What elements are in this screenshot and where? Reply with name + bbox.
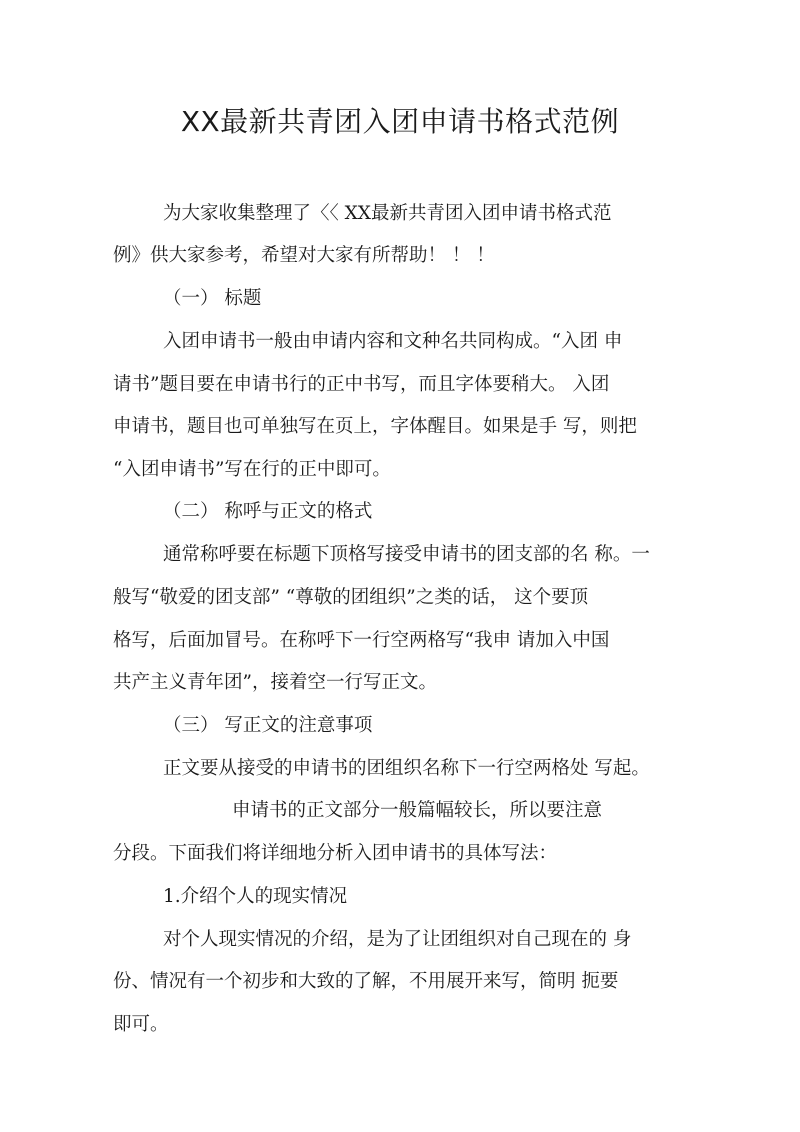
paragraph-line: 即可。 xyxy=(113,1014,169,1035)
paragraph-line: 例》供大家参考，希望对大家有所帮助！ ！ ！ xyxy=(113,245,495,266)
paragraph-line: 正文要从接受的申请书的团组织名称下一行空两格处 写起。 xyxy=(163,758,650,779)
paragraph-line: 格写，后面加冒号。在称呼下一行空两格写“我申 请加入中国 xyxy=(113,630,610,651)
paragraph-line: 请书”题目要在申请书行的正中书写，而且字体要稍大。 入团 xyxy=(113,374,610,395)
paragraph-line: 申请书的正文部分一般篇幅较长，所以要注意 xyxy=(232,800,603,821)
paragraph-line: “入团申请书”写在行的正中即可。 xyxy=(113,459,391,480)
document-title: XX最新共青团入团申请书格式范例 xyxy=(180,105,620,138)
subsection-heading: 1.介绍个人的现实情况 xyxy=(163,886,348,907)
paragraph-line: 入团申请书一般由申请内容和文种名共同构成。“入团 申 xyxy=(163,331,623,352)
paragraph-line: 通常称呼要在标题下顶格写接受申请书的团支部的名 称。一 xyxy=(163,544,650,565)
paragraph-line: 共产主义青年团”，接着空一行写正文。 xyxy=(113,672,437,693)
paragraph-line: 般写“敬爱的团支部” “尊敬的团组织”之类的话， 这个要顶 xyxy=(113,587,589,608)
section-heading: （一） 标题 xyxy=(163,288,262,309)
paragraph-line: 分段。下面我们将详细地分析入团申请书的具体写法： xyxy=(113,843,558,864)
paragraph-line: 为大家收集整理了〈〈 XX最新共青团入团申请书格式范 xyxy=(163,203,612,224)
paragraph-line: 申请书，题目也可单独写在页上，字体醒目。如果是手 写，则把 xyxy=(113,416,637,437)
paragraph-line: 对个人现实情况的介绍，是为了让团组织对自己现在的 身 xyxy=(163,929,632,950)
paragraph-line: 份、情况有一个初步和大致的了解，不用展开来写，简明 扼要 xyxy=(113,971,619,992)
section-heading: （三） 写正文的注意事项 xyxy=(163,715,373,736)
section-heading: （二） 称呼与正文的格式 xyxy=(163,501,373,522)
